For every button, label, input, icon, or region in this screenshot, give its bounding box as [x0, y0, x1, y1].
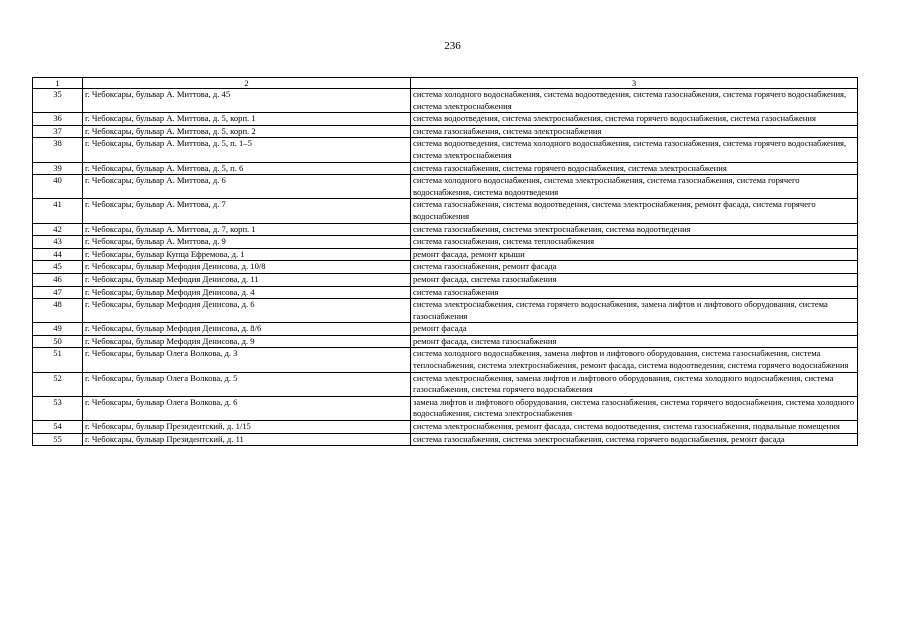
row-address: г. Чебоксары, бульвар А. Миттова, д. 45: [83, 89, 411, 113]
row-works: система водоотведения, система холодного водоснабжения, система газоснабжения, система горячего водоснабжения, система электроснабжения: [411, 138, 858, 162]
row-works: система газоснабжения: [411, 286, 858, 299]
table-row: [33, 433, 858, 446]
table-row: [33, 348, 858, 372]
row-address: г. Чебоксары, бульвар Мефодия Денисова, д. 11: [83, 273, 411, 286]
row-address: г. Чебоксары, бульвар А. Миттова, д. 5, п. 1–5: [83, 138, 411, 162]
header-col-works: 3: [411, 78, 858, 89]
table-row: [33, 396, 858, 420]
row-number: 47: [33, 286, 83, 299]
table-row: [33, 372, 858, 396]
row-address: г. Чебоксары, бульвар А. Миттова, д. 9: [83, 236, 411, 249]
row-number: 39: [33, 162, 83, 175]
table-row: [33, 299, 858, 323]
table-row: [33, 248, 858, 261]
table-row: [33, 335, 858, 348]
row-number: 49: [33, 323, 83, 336]
table-body: [33, 78, 858, 446]
row-address: г. Чебоксары, бульвар Мефодия Денисова, д. 10/8: [83, 261, 411, 274]
row-works: система холодного водоснабжения, замена лифтов и лифтового оборудования, система газоснабжения, система теплоснабжения, система электроснабжения, ремонт фасада, система водоотведения, система горячего водоснабжения: [411, 348, 858, 372]
row-address: г. Чебоксары, бульвар Мефодия Денисова, д. 9: [83, 335, 411, 348]
row-number: 38: [33, 138, 83, 162]
row-address: г. Чебоксары, бульвар А. Миттова, д. 5, корп. 1: [83, 113, 411, 126]
row-address: г. Чебоксары, бульвар Президентский, д. 1/15: [83, 421, 411, 434]
row-address: г. Чебоксары, бульвар Купца Ефремова, д. 1: [83, 248, 411, 261]
row-number: 48: [33, 299, 83, 323]
row-works: замена лифтов и лифтового оборудования, система газоснабжения, система горячего водоснабжения, система холодного водоснабжения, система электроснабжения: [411, 396, 858, 420]
row-number: 43: [33, 236, 83, 249]
table-row: [33, 286, 858, 299]
row-works: ремонт фасада, система газоснабжения: [411, 273, 858, 286]
works-table: [32, 77, 858, 446]
row-number: 35: [33, 89, 83, 113]
row-works: система газоснабжения, система электроснабжения, система водоотведения: [411, 223, 858, 236]
row-works: система газоснабжения, система водоотведения, система электроснабжения, ремонт фасада, система горячего водоснабжения: [411, 199, 858, 223]
row-works: система электроснабжения, замена лифтов и лифтового оборудования, система холодного водоснабжения, система газоснабжения, система горячего водоснабжения: [411, 372, 858, 396]
row-address: г. Чебоксары, бульвар А. Миттова, д. 7, корп. 1: [83, 223, 411, 236]
row-works: ремонт фасада: [411, 323, 858, 336]
table-row: [33, 223, 858, 236]
row-works: система газоснабжения, ремонт фасада: [411, 261, 858, 274]
table-row: [33, 125, 858, 138]
row-number: 46: [33, 273, 83, 286]
row-number: 50: [33, 335, 83, 348]
table-row: [33, 89, 858, 113]
table-row: [33, 175, 858, 199]
row-number: 44: [33, 248, 83, 261]
row-address: г. Чебоксары, бульвар Мефодия Денисова, д. 8/6: [83, 323, 411, 336]
row-number: 36: [33, 113, 83, 126]
table-row: [33, 199, 858, 223]
row-number: 53: [33, 396, 83, 420]
table-row: [33, 421, 858, 434]
row-number: 42: [33, 223, 83, 236]
row-works: система холодного водоснабжения, система водоотведения, система газоснабжения, система горячего водоснабжения, система электроснабжения: [411, 89, 858, 113]
table-row: [33, 236, 858, 249]
table-row: [33, 138, 858, 162]
row-number: 45: [33, 261, 83, 274]
row-works: система газоснабжения, система горячего водоснабжения, система электроснабжения: [411, 162, 858, 175]
table-row: [33, 162, 858, 175]
row-address: г. Чебоксары, бульвар А. Миттова, д. 7: [83, 199, 411, 223]
table-header-row: [33, 78, 858, 89]
row-works: ремонт фасада, ремонт крыши: [411, 248, 858, 261]
table-row: [33, 323, 858, 336]
row-number: 41: [33, 199, 83, 223]
row-address: г. Чебоксары, бульвар Мефодия Денисова, д. 4: [83, 286, 411, 299]
row-address: г. Чебоксары, бульвар Олега Волкова, д. 3: [83, 348, 411, 372]
row-works: система водоотведения, система электроснабжения, система горячего водоснабжения, система газоснабжения: [411, 113, 858, 126]
header-col-number: 1: [33, 78, 83, 89]
row-address: г. Чебоксары, бульвар А. Миттова, д. 5, п. 6: [83, 162, 411, 175]
page-number: 236: [444, 40, 461, 52]
row-works: система холодного водоснабжения, система электроснабжения, система газоснабжения, система горячего водоснабжения, система водоотведения: [411, 175, 858, 199]
table-row: [33, 261, 858, 274]
row-works: система газоснабжения, система электроснабжения, система горячего водоснабжения, ремонт фасада: [411, 433, 858, 446]
header-col-address: 2: [83, 78, 411, 89]
row-address: г. Чебоксары, бульвар Мефодия Денисова, д. 6: [83, 299, 411, 323]
row-works: система газоснабжения, система теплоснабжения: [411, 236, 858, 249]
row-works: система электроснабжения, система горячего водоснабжения, замена лифтов и лифтового оборудования, система газоснабжения: [411, 299, 858, 323]
row-number: 40: [33, 175, 83, 199]
row-address: г. Чебоксары, бульвар А. Миттова, д. 5, корп. 2: [83, 125, 411, 138]
table-row: [33, 113, 858, 126]
row-address: г. Чебоксары, бульвар А. Миттова, д. 6: [83, 175, 411, 199]
row-number: 37: [33, 125, 83, 138]
table-row: [33, 273, 858, 286]
row-address: г. Чебоксары, бульвар Олега Волкова, д. 5: [83, 372, 411, 396]
row-works: система электроснабжения, ремонт фасада, система водоотведения, система газоснабжения, подвальные помещения: [411, 421, 858, 434]
row-address: г. Чебоксары, бульвар Президентский, д. 11: [83, 433, 411, 446]
row-number: 55: [33, 433, 83, 446]
row-address: г. Чебоксары, бульвар Олега Волкова, д. 6: [83, 396, 411, 420]
row-number: 51: [33, 348, 83, 372]
row-number: 52: [33, 372, 83, 396]
row-works: система газоснабжения, система электроснабжения: [411, 125, 858, 138]
row-works: ремонт фасада, система газоснабжения: [411, 335, 858, 348]
row-number: 54: [33, 421, 83, 434]
